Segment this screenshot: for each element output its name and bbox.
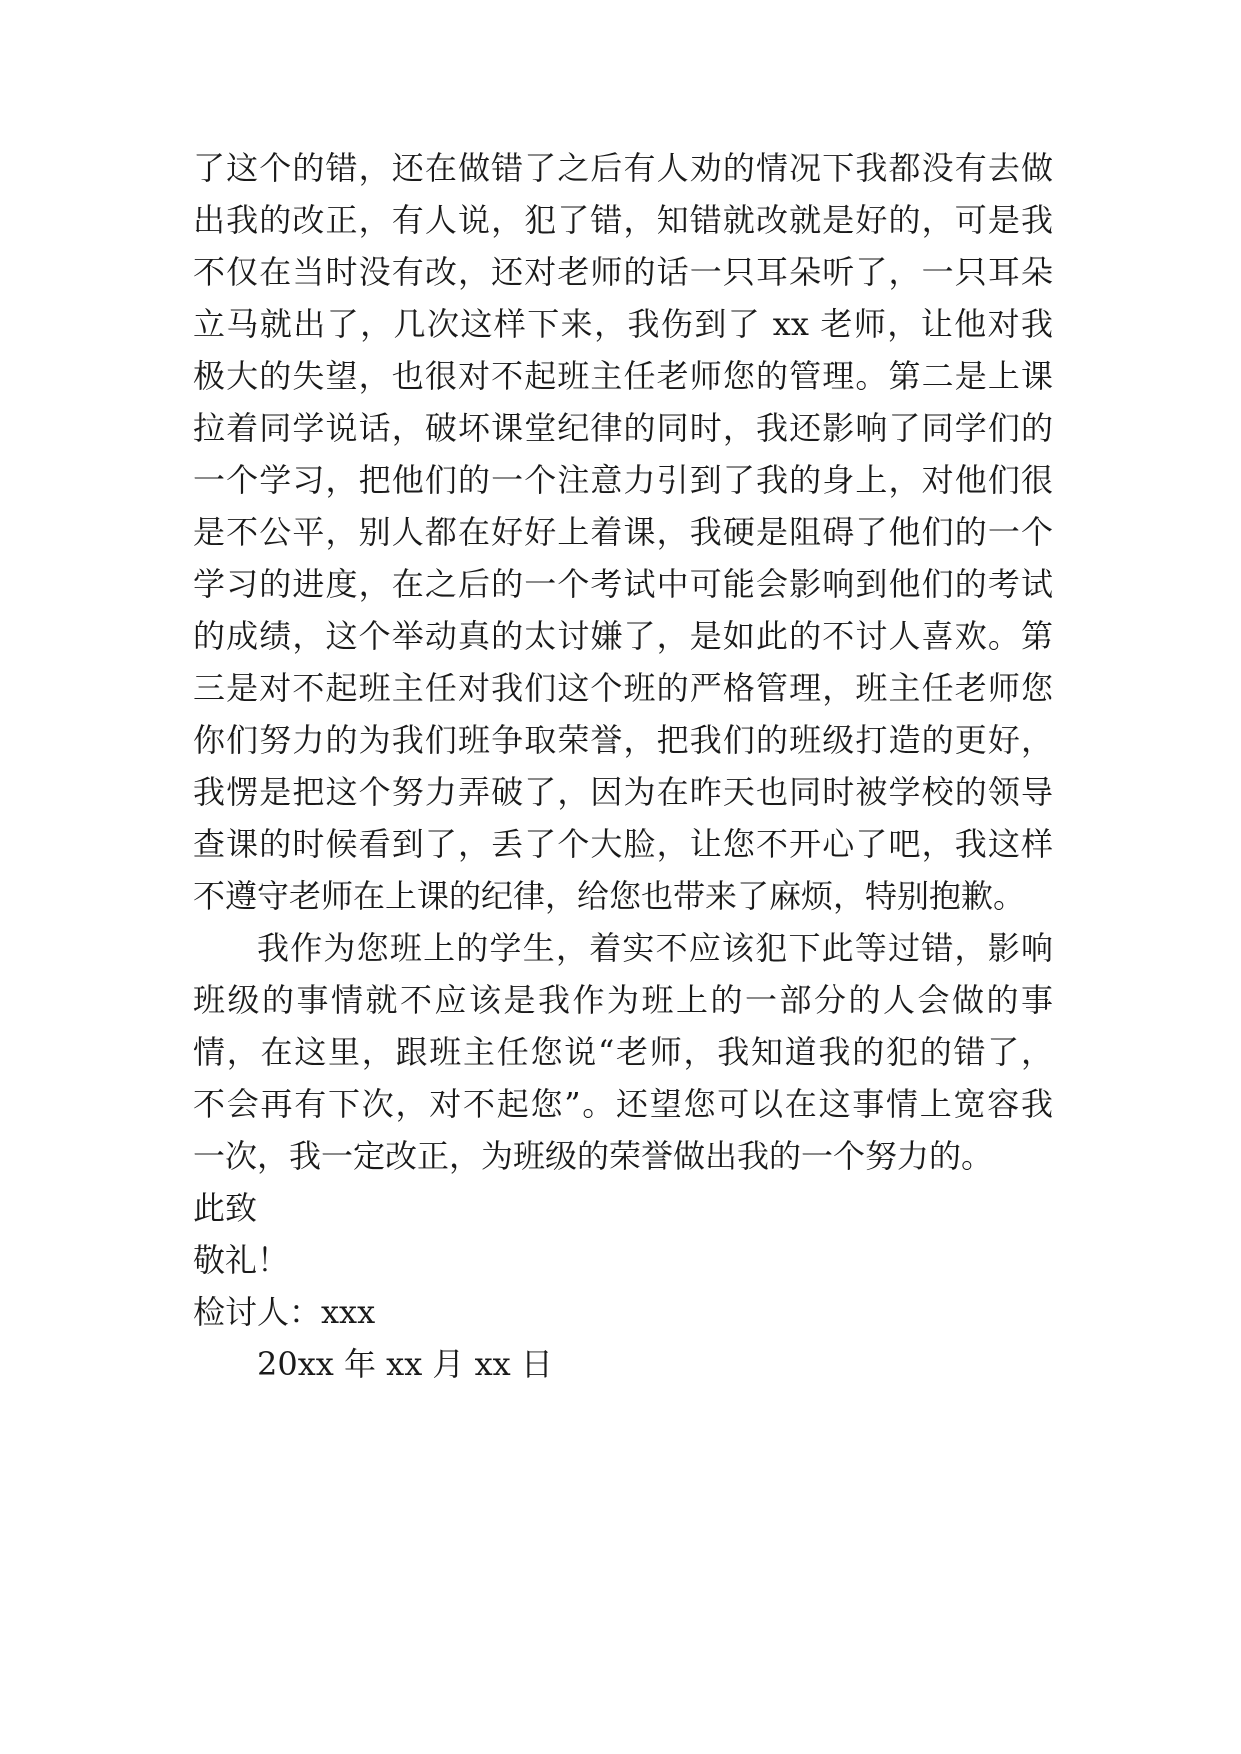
paragraph-line: 三是对不起班主任对我们这个班的严格管理，班主任老师您	[193, 669, 1053, 707]
closing-line-1: 此致	[193, 1189, 258, 1227]
paragraph-line: 一次，我一定改正，为班级的荣誉做出我的一个努力的。	[193, 1137, 994, 1175]
paragraph-line: 情，在这里，跟班主任您说“老师，我知道我的犯的错了，	[193, 1033, 1053, 1071]
signature: 检讨人：xxx	[193, 1293, 376, 1331]
paragraph-line: 的成绩，这个举动真的太讨嫌了，是如此的不讨人喜欢。第	[193, 617, 1053, 655]
paragraph-line: 是不公平，别人都在好好上着课，我硬是阻碍了他们的一个	[193, 513, 1053, 551]
closing-line-2: 敬礼！	[193, 1241, 290, 1279]
paragraph-line: 极大的失望，也很对不起班主任老师您的管理。第二是上课	[193, 357, 1053, 395]
paragraph-line: 了这个的错，还在做错了之后有人劝的情况下我都没有去做	[193, 149, 1053, 187]
paragraph-line: 我愣是把这个努力弄破了，因为在昨天也同时被学校的领导	[193, 773, 1053, 811]
paragraph-line: 查课的时候看到了，丢了个大脸，让您不开心了吧，我这样	[193, 825, 1053, 863]
paragraph-line: 班级的事情就不应该是我作为班上的一部分的人会做的事	[193, 981, 1053, 1019]
date: 20xx 年 xx 月 xx 日	[257, 1345, 553, 1383]
paragraph-line: 不会再有下次，对不起您”。还望您可以在这事情上宽容我	[193, 1085, 1053, 1123]
paragraph-line: 不遵守老师在上课的纪律，给您也带来了麻烦，特别抱歉。	[193, 877, 1026, 915]
paragraph-line: 拉着同学说话，破坏课堂纪律的同时，我还影响了同学们的	[193, 409, 1053, 447]
paragraph-line: 一个学习，把他们的一个注意力引到了我的身上，对他们很	[193, 461, 1053, 499]
paragraph-line: 学习的进度，在之后的一个考试中可能会影响到他们的考试	[193, 565, 1053, 603]
paragraph-line: 你们努力的为我们班争取荣誉，把我们的班级打造的更好，	[193, 721, 1053, 759]
paragraph-line: 不仅在当时没有改，还对老师的话一只耳朵听了，一只耳朵	[193, 253, 1053, 291]
paragraph-line: 我作为您班上的学生，着实不应该犯下此等过错，影响	[257, 929, 1053, 967]
paragraph-line: 出我的改正，有人说，犯了错，知错就改就是好的，可是我	[193, 201, 1053, 239]
paragraph-line: 立马就出了，几次这样下来，我伤到了 xx 老师，让他对我	[193, 305, 1053, 343]
